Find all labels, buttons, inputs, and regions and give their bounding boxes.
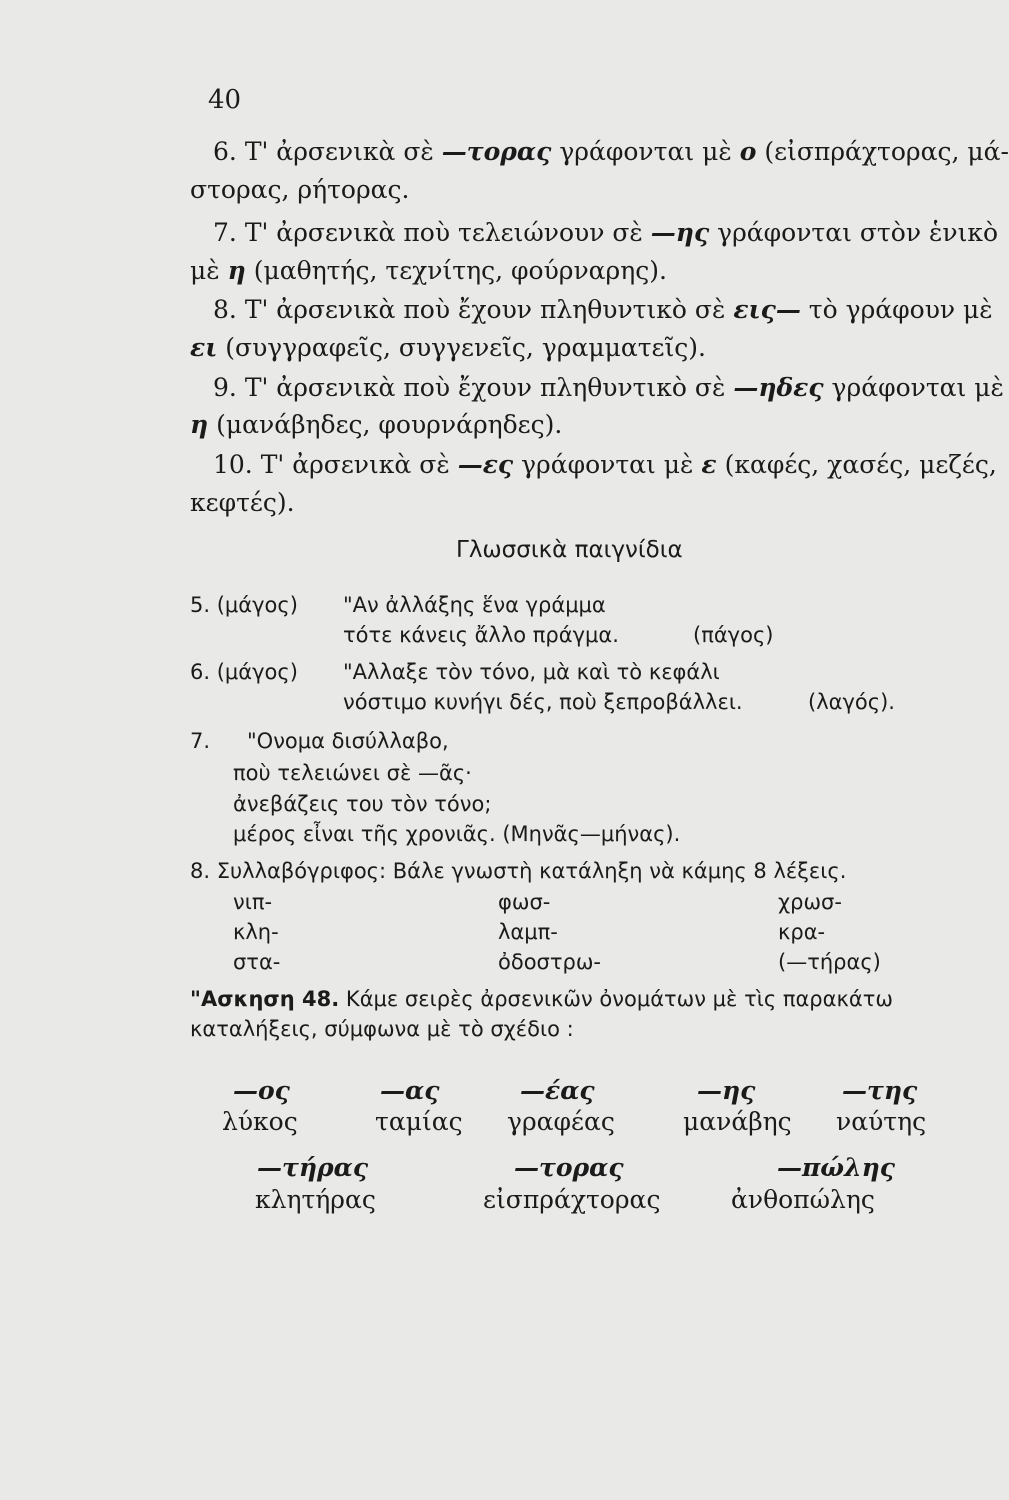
rule-number: 6. xyxy=(213,137,237,166)
rule-letter: η xyxy=(227,256,246,285)
game-number: 6. xyxy=(190,660,211,684)
game-7-line2: ποὺ τελειώνει σὲ —ᾶς· xyxy=(233,761,472,785)
rule-10-line2: κεφτές). xyxy=(190,488,295,517)
rule-6 xyxy=(213,137,1009,166)
game-5-number xyxy=(190,593,298,617)
games-title: Γλωσσικὰ παιγνίδια xyxy=(456,537,683,563)
game-number: 8. xyxy=(190,859,211,883)
game-6-number xyxy=(190,660,298,684)
example-word: εἰσπράχτορας xyxy=(483,1185,661,1214)
game-7-line1: "Ονομα δισύλλαβο, xyxy=(247,729,449,753)
ending-header: —τήρας xyxy=(257,1153,369,1182)
game-word: (μάγος) xyxy=(216,593,298,617)
rule-letter: ε xyxy=(701,450,717,479)
rule-suffix: εις— xyxy=(733,295,801,324)
game-5-line2: τότε κάνεις ἄλλο πράγμα. xyxy=(343,623,619,647)
syllable-col1-3: στα- xyxy=(233,950,281,974)
rule-text: τὸ γράφουν μὲ xyxy=(800,295,993,324)
ending-header: —ας xyxy=(380,1076,440,1105)
example-word: μανάβης xyxy=(683,1107,792,1136)
rule-8-line2 xyxy=(190,333,706,362)
rule-text: γράφονται μὲ xyxy=(551,137,740,166)
example-word: γραφέας xyxy=(507,1107,615,1136)
ending-header: —ης xyxy=(697,1076,756,1105)
rule-text: (καφές, χασές, μεζές, xyxy=(716,450,997,479)
rule-text: Τ' ἀρσενικὰ ποὺ ἔχουν πληθυντικὸ σὲ xyxy=(244,373,734,402)
rule-9 xyxy=(213,373,1004,402)
exercise-line1 xyxy=(190,987,893,1011)
syllable-col3-1: χρωσ- xyxy=(778,890,842,914)
game-5-line1: "Αν ἀλλάξης ἕνα γράμμα xyxy=(343,593,606,617)
example-word: λύκος xyxy=(222,1107,298,1136)
ending-header: —τορας xyxy=(514,1153,624,1182)
rule-text: Τ' ἀρσενικὰ ποὺ ἔχουν πληθυντικὸ σὲ xyxy=(244,295,734,324)
game-6-line1: "Αλλαξε τὸν τόνο, μὰ καὶ τὸ κεφάλι xyxy=(343,660,720,684)
exercise-line2: καταλήξεις, σύμφωνα μὲ τὸ σχέδιο : xyxy=(190,1017,574,1041)
example-word: ταμίας xyxy=(375,1107,463,1136)
rule-text: Τ' ἀρσενικὰ σὲ xyxy=(244,137,442,166)
game-6-line2: νόστιμο κυνήγι δές, ποὺ ξεπροβάλλει. xyxy=(343,690,743,714)
game-5-answer: (πάγος) xyxy=(693,623,774,647)
rule-7 xyxy=(213,218,998,247)
rule-text: Τ' ἀρσενικὰ σὲ xyxy=(260,450,458,479)
rule-number: 8. xyxy=(213,295,237,324)
syllable-col3-2: κρα- xyxy=(778,920,826,944)
ending-header: —πώλης xyxy=(777,1153,896,1182)
example-word: κλητήρας xyxy=(255,1185,376,1214)
example-word: ναύτης xyxy=(836,1107,927,1136)
rule-text: γράφονται μὲ xyxy=(823,373,1004,402)
game-7-number: 7. xyxy=(190,729,211,753)
rule-letter: ο xyxy=(739,137,757,166)
page-number: 40 xyxy=(208,85,242,115)
rule-10 xyxy=(213,450,997,479)
rule-number: 9. xyxy=(213,373,237,402)
game-word: (μάγος) xyxy=(216,660,298,684)
game-6-answer: (λαγός). xyxy=(808,690,895,714)
rule-7-line2 xyxy=(190,256,667,285)
syllable-col2-3: ὀδοστρω- xyxy=(498,950,601,974)
ending-header: —της xyxy=(842,1076,918,1105)
rule-suffix: —ηδες xyxy=(733,373,824,402)
ending-header: —έας xyxy=(520,1076,595,1105)
rule-text: γράφονται μὲ xyxy=(513,450,702,479)
rule-text: (μαθητής, τεχνίτης, φούρναρης). xyxy=(245,256,667,285)
rule-letter: ει xyxy=(190,333,218,362)
syllable-col3-3: (—τήρας) xyxy=(778,950,881,974)
rule-letter: η xyxy=(190,410,209,439)
rule-9-line2 xyxy=(190,410,562,439)
ending-header: —ος xyxy=(233,1076,290,1105)
example-word: ἀνθοπώλης xyxy=(731,1185,875,1214)
rule-text: μὲ xyxy=(190,256,228,285)
rule-suffix: —ες xyxy=(457,450,514,479)
exercise-label: "Ασκηση 48. xyxy=(190,987,340,1011)
game-7-line4: μέρος εἶναι τῆς χρονιᾶς. (Μηνᾶς—μήνας). xyxy=(233,822,681,846)
game-8 xyxy=(190,859,846,883)
game-text: Συλλαβόγριφος: Βάλε γνωστὴ κατάληξη νὰ κάμης 8 λέξεις. xyxy=(216,859,847,883)
rule-text: (μανάβηδες, φουρνάρηδες). xyxy=(208,410,563,439)
rule-6-line2: στορας, ρήτορας. xyxy=(190,175,410,204)
rule-suffix: —τορας xyxy=(441,137,552,166)
rule-8 xyxy=(213,295,993,324)
syllable-col1-2: κλη- xyxy=(233,920,279,944)
rule-number: 7. xyxy=(213,218,237,247)
rule-text: (εἰσπράχτορας, μά- xyxy=(756,137,1009,166)
rule-suffix: —ης xyxy=(650,218,710,247)
rule-number: 10. xyxy=(213,450,253,479)
syllable-col1-1: νιπ- xyxy=(233,890,273,914)
rule-text: (συγγραφεῖς, συγγενεῖς, γραμματεῖς). xyxy=(217,333,707,362)
exercise-text: Κάμε σειρὲς ἀρσενικῶν ὀνομάτων μὲ τὶς παρακάτω xyxy=(339,987,893,1011)
game-number: 5. xyxy=(190,593,211,617)
syllable-col2-1: φωσ- xyxy=(498,890,551,914)
game-7-line3: ἀνεβάζεις του τὸν τόνο; xyxy=(233,792,492,816)
syllable-col2-2: λαμπ- xyxy=(498,920,558,944)
rule-text: Τ' ἀρσενικὰ ποὺ τελειώνουν σὲ xyxy=(244,218,651,247)
rule-text: γράφονται στὸν ἑνικὸ xyxy=(709,218,999,247)
